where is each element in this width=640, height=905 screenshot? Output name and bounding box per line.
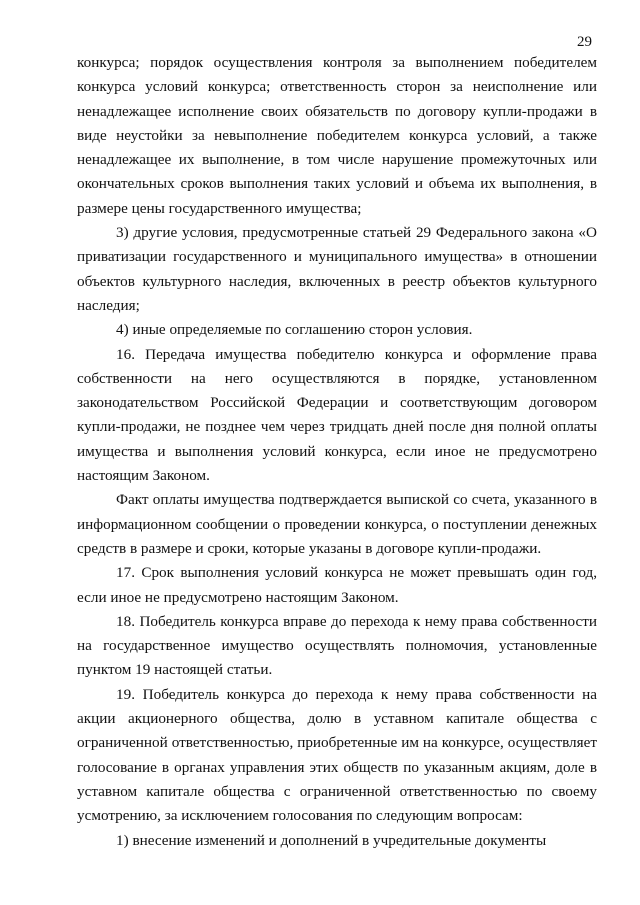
paragraph: конкурса; порядок осуществления контроля за выполнением победителем конкурса условий конкурса; ответственность сторон за неисполнение или ненадлежащее исполнение своих обязательств по договору купли-продажи в виде неустойки за невыполнение победителем конкурса условий, а также ненадлежащее их выполнение, в том числе нарушение промежуточных или окончательных сроков выполнения таких условий и объема их выполнения, в размере цены государственного имущества; <box>77 54 597 217</box>
paragraph: 19. Победитель конкурса до перехода к нему права собственности на акции акционерного общества, долю в уставном капитале общества с ограниченной ответственностью, приобретенные им на конкурсе, осуществляет голосование в органах управления этих обществ по указанным акциям, доле в уставном капитале общества с ограниченной ответственностью по своему усмотрению, за исключением голосования по следующим вопросам: <box>77 685 597 825</box>
paragraph: 3) другие условия, предусмотренные статьей 29 Федерального закона «О приватизации государственного и муниципального имущества» в отношении объектов культурного наследия, включенных в реестр объектов культурного наследия; <box>77 224 597 314</box>
paragraph: Факт оплаты имущества подтверждается выпиской со счета, указанного в информационном сообщении о проведении конкурса, о поступлении денежных средств в размере и сроки, которые указаны в договоре купли-продажи. <box>77 491 597 557</box>
paragraph: 17. Срок выполнения условий конкурса не может превышать один год, если иное не предусмотрено настоящим Законом. <box>77 564 597 606</box>
page-number: 29 <box>577 34 592 50</box>
paragraph: 16. Передача имущества победителю конкурса и оформление права собственности на него осуществляются в порядке, установленном законодательством Российской Федерации и соответствующим договором купли-продажи, не позднее чем через тридцать дней после дня полной оплаты имущества и выполнения условий конкурса, если иное не предусмотрено настоящим Законом. <box>77 345 597 485</box>
paragraph: 18. Победитель конкурса вправе до перехода к нему права собственности на государственное имущество осуществлять полномочия, установленные пунктом 19 настоящей статьи. <box>77 612 597 679</box>
paragraph: 4) иные определяемые по соглашению сторон условия. <box>116 321 473 339</box>
document-body <box>77 51 597 853</box>
paragraph: 1) внесение изменений и дополнений в учредительные документы <box>116 831 547 849</box>
